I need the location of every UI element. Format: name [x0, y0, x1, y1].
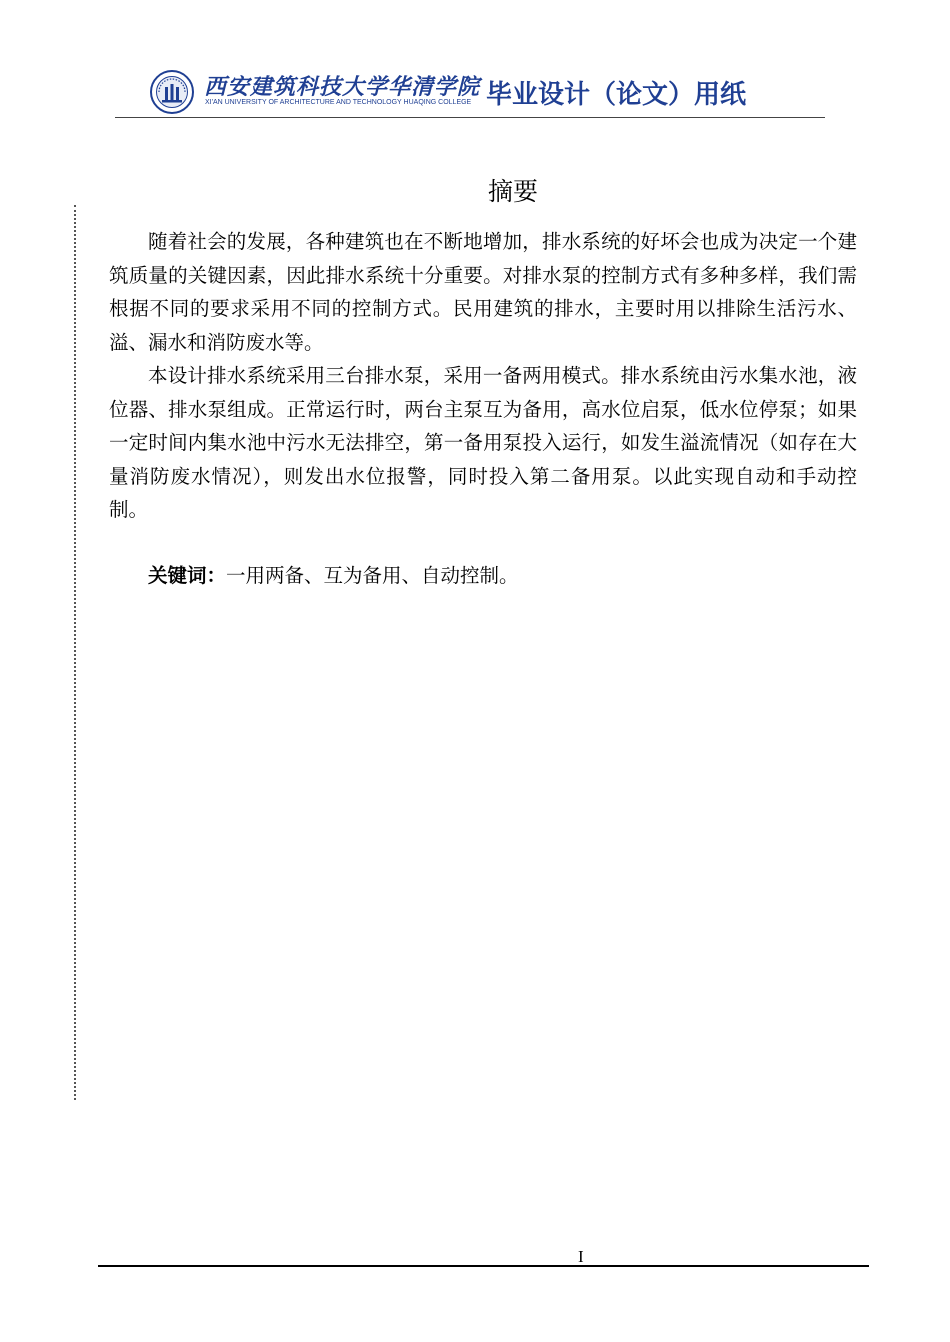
binding-dotted-line — [74, 205, 76, 1100]
abstract-paragraph-1: 随着社会的发展，各种建筑也在不断地增加，排水系统的好坏会也成为决定一个建筑质量的关键因素，因此排水系统十分重要。对排水泵的控制方式有多种多样，我们需根据不同的要求采用不同的控制方式。民用建筑的排水，主要时用以排除生活污水、溢、漏水和消防废水等。 — [109, 230, 857, 354]
keywords-value: 一用两备、互为备用、自动控制。 — [226, 564, 519, 587]
school-name-chinese: 西安建筑科技大学华清学院 — [204, 74, 481, 100]
abstract-body — [109, 225, 857, 527]
abstract-paragraph-2: 本设计排水系统采用三台排水泵，采用一备两用模式。排水系统由污水集水池，液位器、排水泵组成。正常运行时，两台主泵互为备用，高水位启泵，低水位停泵；如果一定时间内集水池中污水无法排空，第一备用泵投入运行，如发生溢流情况（如存在大量消防废水情况），则发出水位报警，同时投入第二备用泵。以此实现自动和手动控制。 — [109, 364, 857, 521]
abstract-title: 摘要 — [487, 177, 538, 206]
footer-divider — [98, 1265, 869, 1267]
keywords-line — [109, 559, 857, 593]
page-number: I — [578, 1247, 584, 1266]
school-name-english: XI'AN UNIVERSITY OF ARCHITECTURE AND TECHNOLOGY HUAQING COLLEGE — [205, 99, 472, 106]
university-emblem-icon — [150, 70, 194, 114]
keywords-label: 关键词： — [148, 564, 227, 587]
paper-title: 毕业设计（论文）用纸 — [486, 80, 747, 110]
header-divider — [115, 117, 825, 118]
page-header — [150, 70, 830, 116]
